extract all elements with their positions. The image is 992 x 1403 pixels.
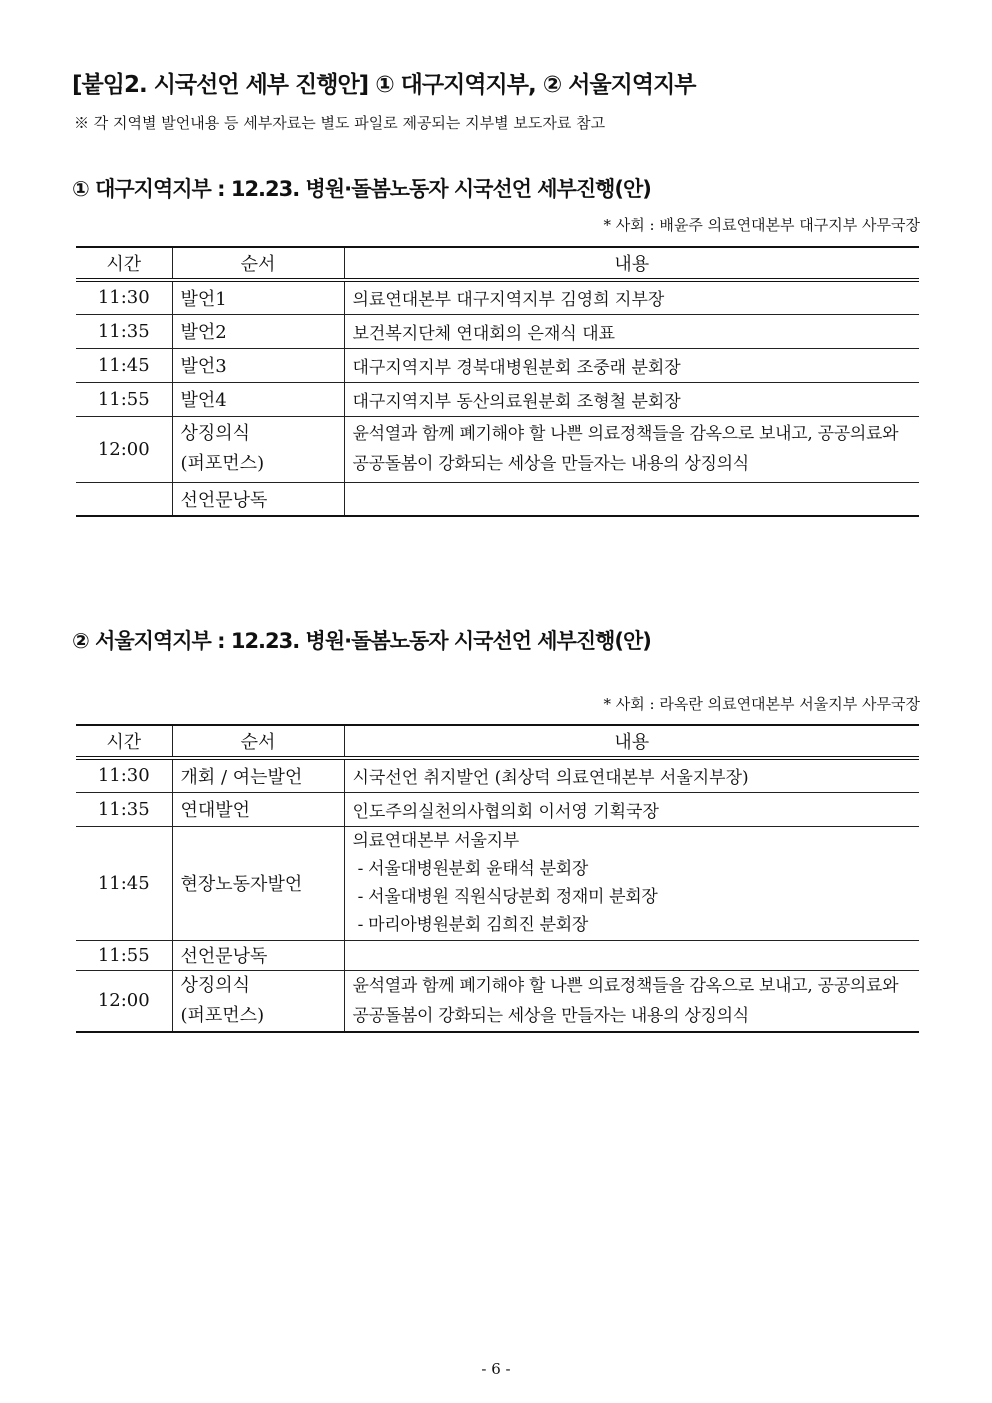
- section1-schedule-table: [76, 246, 919, 517]
- row-time: 11:55: [76, 940, 172, 970]
- table-row: [76, 482, 919, 516]
- table-row: [76, 940, 919, 970]
- row-content-line: 공공돌봄이 강화되는 세상을 만들자는 내용의 상징의식: [352, 1005, 749, 1026]
- column-header-content: 내용: [344, 725, 919, 758]
- column-header-time: 시간: [76, 725, 172, 758]
- row-order: 발언3: [172, 348, 344, 382]
- section2-moderator: * 사회 : 라옥란 의료연대본부 서울지부 사무국장: [603, 695, 920, 713]
- row-order-line: (퍼포먼스): [180, 1004, 265, 1026]
- row-time: 11:30: [76, 280, 172, 314]
- row-content-line: 의료연대본부 서울지부: [352, 831, 519, 851]
- row-time: 11:30: [76, 758, 172, 792]
- table-row: [76, 826, 919, 940]
- row-order: 발언1: [172, 280, 344, 314]
- row-order: 선언문낭독: [172, 482, 344, 516]
- row-content: [344, 416, 919, 482]
- row-content: [344, 940, 919, 970]
- table-row: [76, 314, 919, 348]
- table-row: [76, 348, 919, 382]
- row-content: [344, 970, 919, 1032]
- row-order-line: 상징의식: [180, 423, 251, 444]
- section2-title: ② 서울지역지부 : 12.23. 병원·돌봄노동자 시국선언 세부진행(안): [72, 629, 651, 653]
- row-order: 발언4: [172, 382, 344, 416]
- page-number: - 6 -: [481, 1360, 511, 1378]
- table-row: [76, 792, 919, 826]
- table-row: [76, 382, 919, 416]
- row-order: 개회 / 여는발언: [172, 758, 344, 792]
- page-title: [붙임2. 시국선언 세부 진행안] ① 대구지역지부, ② 서울지역지부: [72, 72, 696, 98]
- row-time: 11:35: [76, 792, 172, 826]
- row-content-line: 윤석열과 함께 폐기해야 할 나쁜 의료정책들을 감옥으로 보내고, 공공의료와: [352, 975, 899, 996]
- row-order-line: (퍼포먼스): [180, 453, 265, 474]
- row-order: 선언문낭독: [172, 940, 344, 970]
- table-row: [76, 416, 919, 482]
- row-order: 발언2: [172, 314, 344, 348]
- section1-title: ① 대구지역지부 : 12.23. 병원·돌봄노동자 시국선언 세부진행(안): [72, 177, 651, 201]
- row-order: 연대발언: [172, 792, 344, 826]
- row-content: [344, 826, 919, 940]
- row-content: 대구지역지부 경북대병원분회 조중래 분회장: [344, 348, 919, 382]
- row-time: [76, 482, 172, 516]
- reference-note: ※ 각 지역별 발언내용 등 세부자료는 별도 파일로 제공되는 지부별 보도자료 참고: [74, 114, 606, 132]
- table-row: [76, 280, 919, 314]
- row-content: 시국선언 취지발언 (최상덕 의료연대본부 서울지부장): [344, 758, 919, 792]
- row-content-line: - 서울대병원 직원식당분회 정재미 분회장: [352, 887, 658, 907]
- row-order: [172, 416, 344, 482]
- table-header-row: [76, 247, 919, 280]
- row-time: 11:35: [76, 314, 172, 348]
- row-content: 의료연대본부 대구지역지부 김영희 지부장: [344, 280, 919, 314]
- table-row: [76, 970, 919, 1032]
- row-content: 보건복지단체 연대회의 은재식 대표: [344, 314, 919, 348]
- row-content: [344, 482, 919, 516]
- row-content: 인도주의실천의사협의회 이서영 기획국장: [344, 792, 919, 826]
- row-content-line: 윤석열과 함께 폐기해야 할 나쁜 의료정책들을 감옥으로 보내고, 공공의료와: [352, 424, 899, 444]
- row-order: 현장노동자발언: [172, 826, 344, 940]
- row-content: 대구지역지부 동산의료원분회 조형철 분회장: [344, 382, 919, 416]
- row-content-line: 공공돌봄이 강화되는 세상을 만들자는 내용의 상징의식: [352, 454, 749, 474]
- row-time: 12:00: [76, 416, 172, 482]
- table-header-row: [76, 725, 919, 758]
- row-time: 11:55: [76, 382, 172, 416]
- row-time: 11:45: [76, 826, 172, 940]
- column-header-order: 순서: [172, 247, 344, 280]
- row-content-line: - 마리아병원분회 김희진 분회장: [352, 915, 588, 935]
- section2-schedule-table: [76, 724, 919, 1033]
- row-content-line: - 서울대병원분회 윤태석 분회장: [352, 859, 588, 879]
- column-header-content: 내용: [344, 247, 919, 280]
- table-row: [76, 758, 919, 792]
- row-order: [172, 970, 344, 1032]
- row-time: 11:45: [76, 348, 172, 382]
- row-order-line: 상징의식: [180, 974, 251, 996]
- row-time: 12:00: [76, 970, 172, 1032]
- column-header-time: 시간: [76, 247, 172, 280]
- column-header-order: 순서: [172, 725, 344, 758]
- section1-moderator: * 사회 : 배윤주 의료연대본부 대구지부 사무국장: [603, 216, 920, 234]
